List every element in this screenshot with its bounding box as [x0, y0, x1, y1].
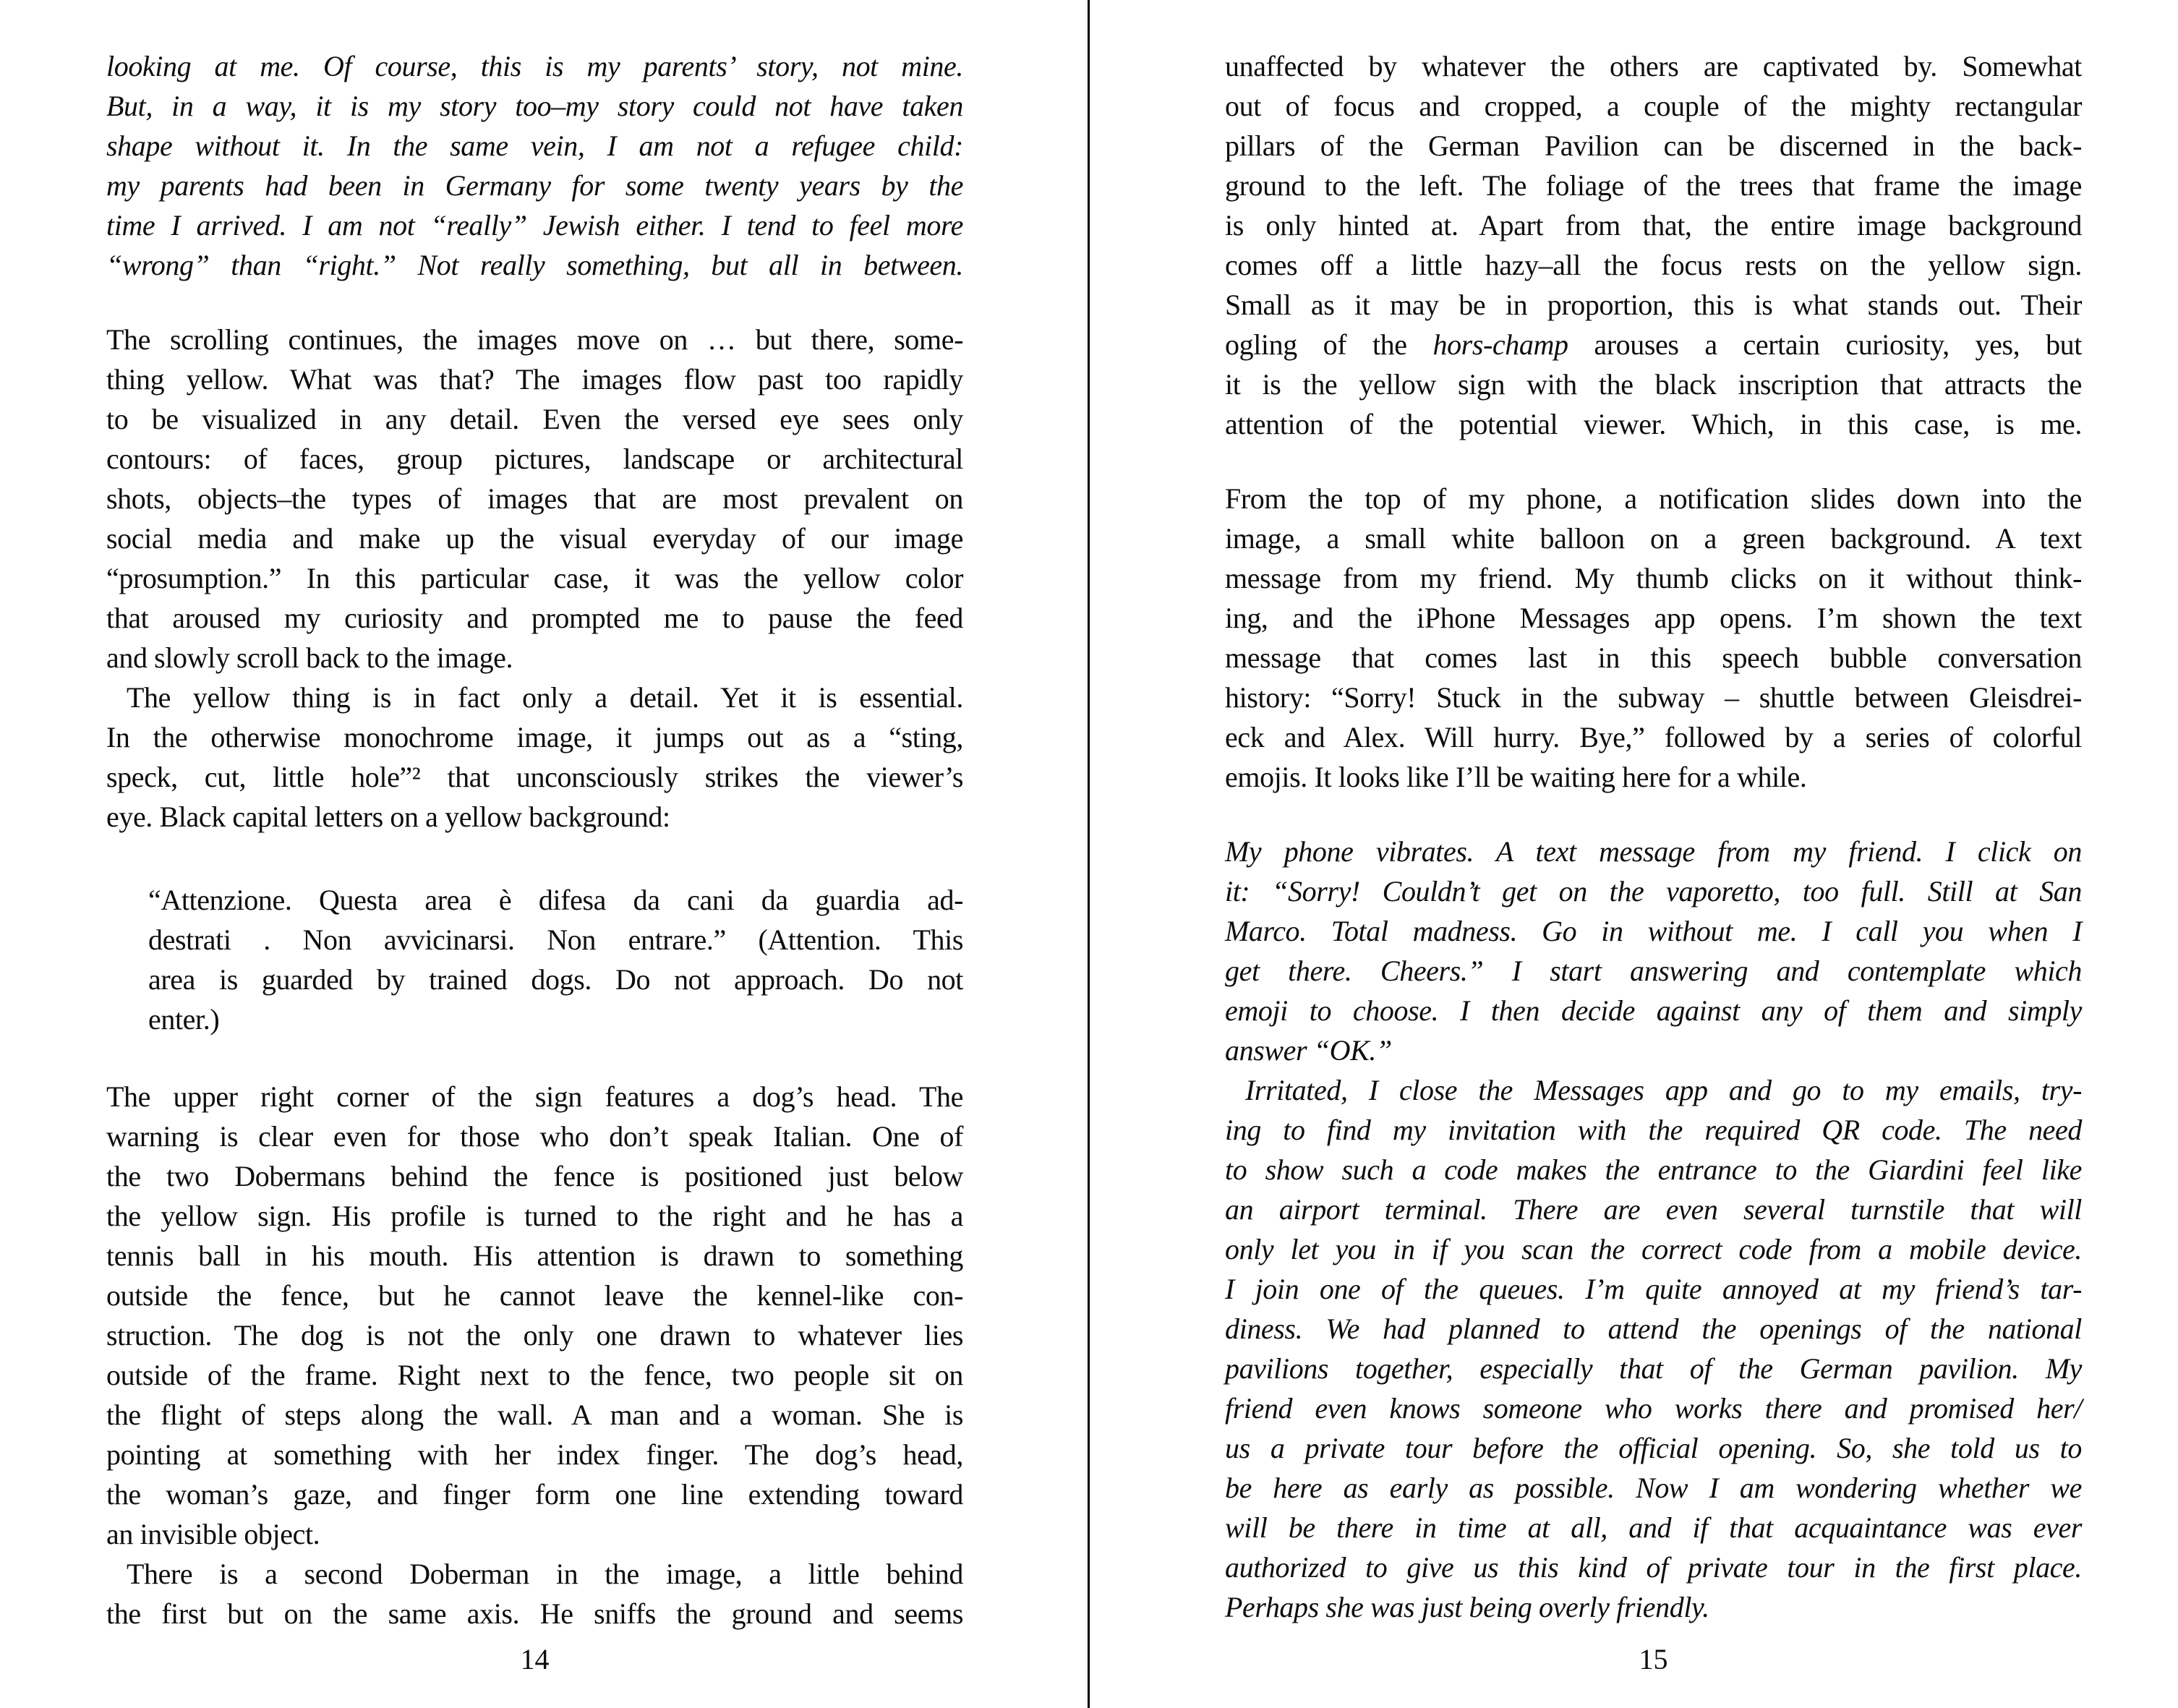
- text-line: The yellow thing is in fact only a detail. Yet it is essential.: [127, 681, 963, 714]
- text-line: shape without it. In the same vein, I am not a refugee child:: [106, 129, 963, 162]
- text-line: ground to the left. The foliage of the trees that frame the image: [1225, 169, 2082, 202]
- text-line: will be there in time at all, and if that acquaintance was ever: [1225, 1511, 2082, 1544]
- text-line: it is the yellow sign with the black inscription that attracts the: [1225, 368, 2082, 401]
- text-line: eye. Black capital letters on a yellow background:: [106, 800, 670, 833]
- paragraph: [1225, 1070, 2082, 1627]
- text-line: My phone vibrates. A text message from my friend. I click on: [1225, 835, 2082, 868]
- page-number: 15: [1639, 1643, 1668, 1675]
- text-line: Perhaps she was just being overly friendly.: [1225, 1591, 1709, 1623]
- text-line: diness. We had planned to attend the openings of the national: [1225, 1312, 2082, 1345]
- text-line: Irritated, I close the Messages app and go to my emails, try-: [1245, 1074, 2082, 1106]
- text-line: outside the fence, but he cannot leave the kennel-like con-: [106, 1279, 963, 1312]
- text-line: emoji to choose. I then decide against any of them and simply: [1225, 994, 2082, 1027]
- text-line: area is guarded by trained dogs. Do not approach. Do not: [148, 963, 963, 996]
- text-line: enter.): [148, 1003, 220, 1036]
- text-line: and slowly scroll back to the image.: [106, 641, 513, 674]
- text-line: that aroused my curiosity and prompted me to pause the feed: [106, 602, 963, 634]
- page-number: 14: [520, 1643, 550, 1675]
- text-line: eck and Alex. Will hurry. Bye,” followed by a series of colorful: [1225, 721, 2082, 753]
- paragraph: [106, 1077, 963, 1554]
- text-line: message from my friend. My thumb clicks on it without think-: [1225, 562, 2082, 594]
- text-line: I join one of the queues. I’m quite annoyed at my friend’s tar-: [1225, 1273, 2082, 1305]
- text-line: tennis ball in his mouth. His attention is drawn to something: [106, 1239, 963, 1272]
- text-line: comes off a little hazy–all the focus rests on the yellow sign.: [1225, 249, 2082, 281]
- text-line: pillars of the German Pavilion can be discerned in the back-: [1225, 129, 2082, 162]
- text-line: an airport terminal. There are even several turnstile that will: [1225, 1193, 2082, 1226]
- text-line: In the otherwise monochrome image, it jumps out as a “sting,: [106, 721, 963, 753]
- text-line: my parents had been in Germany for some twenty years by the: [106, 169, 963, 202]
- text-line: destrati . Non avvicinarsi. Non entrare.” (Attention. This: [148, 923, 963, 956]
- text-line: the two Dobermans behind the fence is positioned just below: [106, 1160, 963, 1192]
- text-line: “prosumption.” In this particular case, it was the yellow color: [106, 562, 963, 594]
- text-line: outside of the frame. Right next to the fence, two people sit on: [106, 1359, 963, 1391]
- text-line: to be visualized in any detail. Even the versed eye sees only: [106, 403, 963, 435]
- text-line: message that comes last in this speech bubble conversation: [1225, 641, 2082, 674]
- text-line: an invisible object.: [106, 1518, 320, 1550]
- text-line: image, a small white balloon on a green background. A text: [1225, 522, 2082, 555]
- text-line: us a private tour before the official opening. So, she told us to: [1225, 1432, 2082, 1464]
- text-line: looking at me. Of course, this is my parents’ story, not mine.: [106, 50, 963, 82]
- text-line: pointing at something with her index finger. The dog’s head,: [106, 1438, 963, 1471]
- italic-term: hors-champ: [1432, 328, 1568, 361]
- page-left-text: [106, 46, 963, 1634]
- text-line: The scrolling continues, the images move on … but there, some-: [106, 323, 963, 356]
- text-line: thing yellow. What was that? The images flow past too rapidly: [106, 363, 963, 396]
- text-line: ing, and the iPhone Messages app opens. I’m shown the text: [1225, 602, 2082, 634]
- text-line: to show such a code makes the entrance to the Giardini feel like: [1225, 1153, 2082, 1186]
- text-line: struction. The dog is not the only one drawn to whatever lies: [106, 1319, 963, 1352]
- block-quote: [148, 880, 963, 1039]
- text-line: time I arrived. I am not “really” Jewish either. I tend to feel more: [106, 209, 963, 242]
- text-line: be here as early as possible. Now I am wondering whether we: [1225, 1472, 2082, 1504]
- text-line: Small as it may be in proportion, this is what stands out. Their: [1225, 289, 2082, 321]
- text-line: the first but on the same axis. He sniffs the ground and seems: [106, 1597, 963, 1630]
- paragraph: [106, 678, 963, 837]
- paragraph: [106, 46, 963, 285]
- page-right-text: [1225, 46, 2082, 1627]
- text-line: get there. Cheers.” I start answering and contemplate which: [1225, 955, 2082, 987]
- paragraph: [106, 320, 963, 678]
- text-line: But, in a way, it is my story too–my story could not have taken: [106, 90, 963, 122]
- text-line: the yellow sign. His profile is turned to the right and he has a: [106, 1200, 963, 1232]
- text-line: attention of the potential viewer. Which, in this case, is me.: [1225, 408, 2082, 440]
- text-line: it: “Sorry! Couldn’t get on the vaporetto, too full. Still at San: [1225, 875, 2082, 908]
- text-line: is only hinted at. Apart from that, the entire image background: [1225, 209, 2082, 242]
- text-line: authorized to give us this kind of private tour in the first place.: [1225, 1551, 2082, 1584]
- text-line: out of focus and cropped, a couple of the mighty rectangular: [1225, 90, 2082, 122]
- text-line: answer “OK.”: [1225, 1034, 1392, 1067]
- paragraph: [1225, 46, 2082, 444]
- text-line: speck, cut, little hole”² that unconsciously strikes the viewer’s: [106, 761, 963, 793]
- text-segment: ogling of the: [1225, 328, 1433, 361]
- page-right: [1090, 0, 2178, 1708]
- text-line: “Attenzione. Questa area è difesa da cani da guardia ad-: [148, 884, 963, 916]
- text-line: emojis. It looks like I’ll be waiting here for a while.: [1225, 761, 1807, 793]
- text-line: pavilions together, especially that of the German pavilion. My: [1225, 1352, 2082, 1385]
- text-line: Marco. Total madness. Go in without me. I call you when I: [1225, 915, 2082, 947]
- text-line: the flight of steps along the wall. A man and a woman. She is: [106, 1399, 963, 1431]
- text-line: the woman’s gaze, and finger form one line extending toward: [106, 1478, 963, 1511]
- text-line: “wrong” than “right.” Not really something, but all in between.: [106, 249, 963, 281]
- paragraph: [1225, 832, 2082, 1070]
- text-line: friend even knows someone who works there and promised her/: [1225, 1392, 2082, 1425]
- text-line: social media and make up the visual everyday of our image: [106, 522, 963, 555]
- paragraph: [1225, 479, 2082, 797]
- text-line: only let you in if you scan the correct code from a mobile device.: [1225, 1233, 2082, 1265]
- text-line: The upper right corner of the sign features a dog’s head. The: [106, 1080, 963, 1113]
- text-line: contours: of faces, group pictures, landscape or architectural: [106, 443, 963, 475]
- page-left: [0, 0, 1088, 1708]
- text-line: shots, objects–the types of images that are most prevalent on: [106, 482, 963, 515]
- text-line: unaffected by whatever the others are captivated by. Somewhat: [1225, 50, 2082, 82]
- paragraph: [106, 1554, 963, 1634]
- text-line: ing to find my invitation with the required QR code. The need: [1225, 1114, 2082, 1146]
- text-line: warning is clear even for those who don’t speak Italian. One of: [106, 1120, 963, 1153]
- text-line: There is a second Doberman in the image, a little behind: [127, 1558, 963, 1590]
- text-line: From the top of my phone, a notification slides down into the: [1225, 482, 2082, 515]
- text-line: [1225, 325, 2082, 364]
- text-line: history: “Sorry! Stuck in the subway – shuttle between Gleisdrei-: [1225, 681, 2082, 714]
- text-segment: arouses a certain curiosity, yes, but: [1568, 328, 2082, 361]
